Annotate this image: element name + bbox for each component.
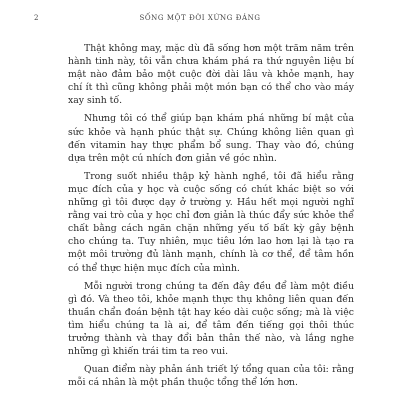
running-title: SỐNG MỘT ĐỜI XỨNG ĐÁNG bbox=[139, 14, 261, 22]
body-text bbox=[68, 42, 354, 393]
paragraph-2: Nhưng tôi có thể giúp bạn khám phá những bí mật của sức khỏe và hạnh phúc thật sự. Chúng không liên quan gì đến vitamin hay thực phẩm bổ sung. Thay vào đó, chúng dựa trên một cú nhích đơn giản về góc nhìn. bbox=[68, 113, 354, 164]
page-header bbox=[22, 14, 378, 28]
page-number: 2 bbox=[34, 14, 40, 22]
paragraph-4: Mỗi người trong chúng ta đến đây đều để làm một điều gì đó. Và theo tôi, khỏe mạnh thực thụ không liên quan đến thuần chẩn đoán bệnh tật hay kéo dài cuộc sống; mà là việc tìm hiểu chúng ta là ai, để tâm đến tiếng gọi thôi thúc trưởng thành và thay đổi bản thân thế nào, và lắng nghe những gì khiến trái tim ta reo vui. bbox=[68, 280, 354, 358]
paragraph-1: Thật không may, mặc dù đã sống hơn một trăm năm trên hành tinh này, tôi vẫn chưa khám phá ra thứ nguyên liệu bí mật nào đảm bảo một cuộc đời dài lâu và khỏe mạnh, hay chí ít thì cũng không phải một món bạn có thể cho vào máy xay sinh tố. bbox=[68, 43, 354, 107]
paragraph-3: Trong suốt nhiều thập kỷ hành nghề, tôi đã hiểu rằng mục đích của y học và cuộc sống có chút khác biệt so với những gì tôi được dạy ở trường y. Hầu hết mọi người nghĩ rằng vai trò của y học chỉ đơn giản là thúc đẩy sức khỏe thể chất bằng cách ngăn chặn những yếu tố bất kỳ gây bệnh cho chúng ta. Tuy nhiên, mục tiêu lớn lao hơn lại là tạo ra một môi trường đủ lành mạnh, chính là cơ thể, để tâm hồn có thể thực hiện mục đích của mình. bbox=[68, 170, 354, 274]
paragraph-5: Quan điểm này phản ánh triết lý tổng quan của tôi: rằng mỗi cá nhân là một phần thuộc tổng thể lớn hơn. bbox=[68, 364, 354, 389]
